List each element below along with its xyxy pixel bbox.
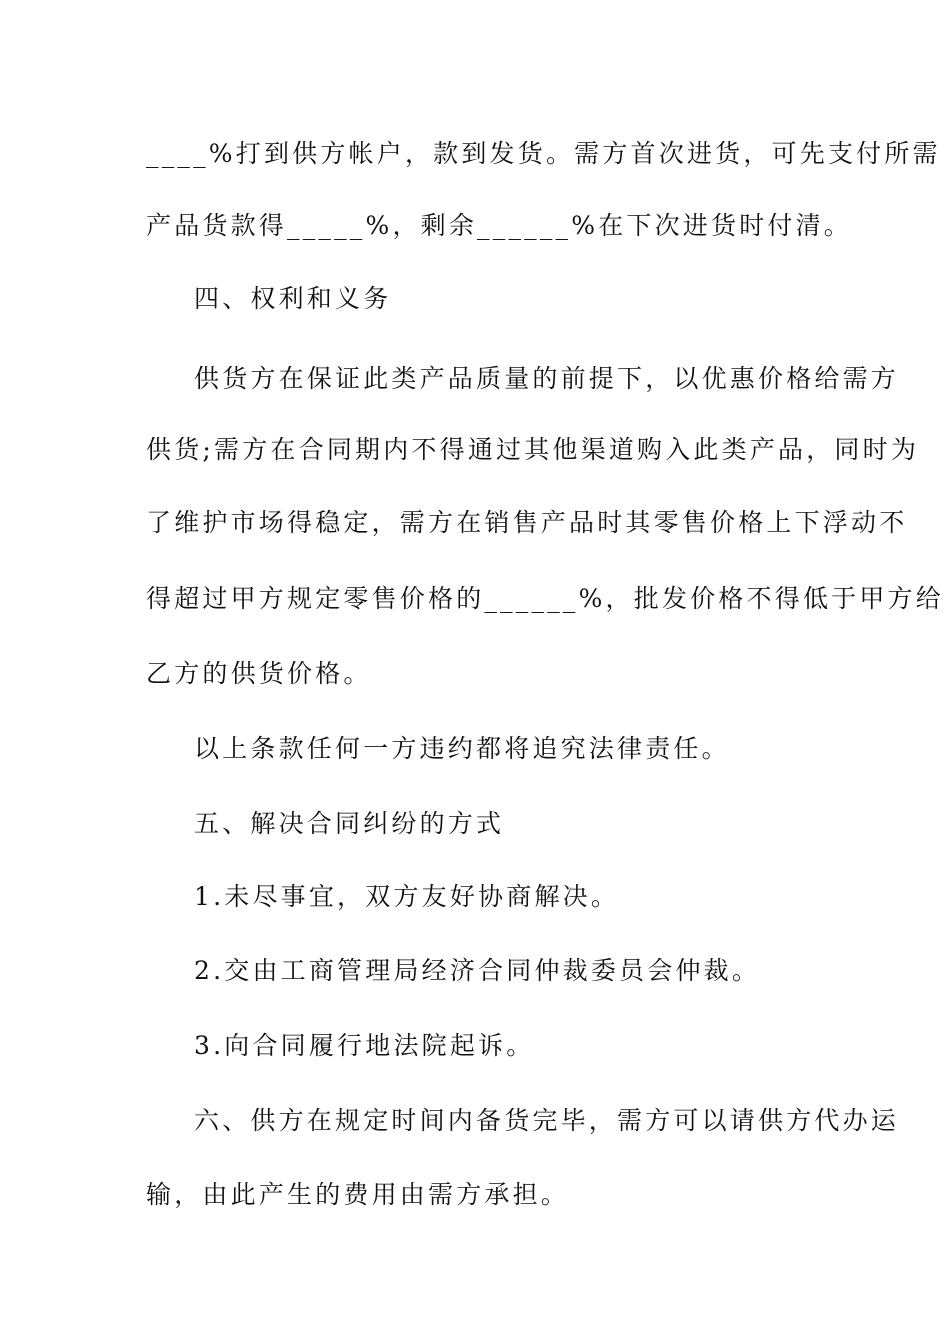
rights-paragraph-line-4: 得超过甲方规定零售价格的______%，批发价格不得低于甲方给 — [146, 584, 944, 613]
rights-paragraph-line-3: 了维护市场得稳定，需方在销售产品时其零售价格上下浮动不 — [146, 508, 908, 537]
dispute-option-1: 1.未尽事宜，双方友好协商解决。 — [194, 882, 620, 911]
rights-paragraph-line-5: 乙方的供货价格。 — [146, 659, 372, 688]
dispute-option-2: 2.交由工商管理局经济合同仲裁委员会仲裁。 — [194, 956, 761, 985]
payment-terms-line-1: ____%打到供方帐户，款到发货。需方首次进货，可先支付所需 — [146, 139, 941, 168]
liability-statement: 以上条款任何一方违约都将追究法律责任。 — [194, 734, 730, 763]
section-heading-disputes: 五、解决合同纠纷的方式 — [194, 809, 505, 838]
section-six-line-1: 六、供方在规定时间内备货完毕，需方可以请供方代办运 — [194, 1106, 900, 1135]
dispute-option-3: 3.向合同履行地法院起诉。 — [194, 1031, 535, 1060]
section-heading-rights: 四、权利和义务 — [194, 284, 392, 313]
section-six-line-2: 输，由此产生的费用由需方承担。 — [146, 1180, 570, 1209]
payment-terms-line-2: 产品货款得_____%，剩余______%在下次进货时付清。 — [146, 211, 853, 240]
rights-paragraph-line-1: 供货方在保证此类产品质量的前提下，以优惠价格给需方 — [194, 364, 900, 393]
rights-paragraph-line-2: 供货;需方在合同期内不得通过其他渠道购入此类产品，同时为 — [146, 435, 920, 464]
